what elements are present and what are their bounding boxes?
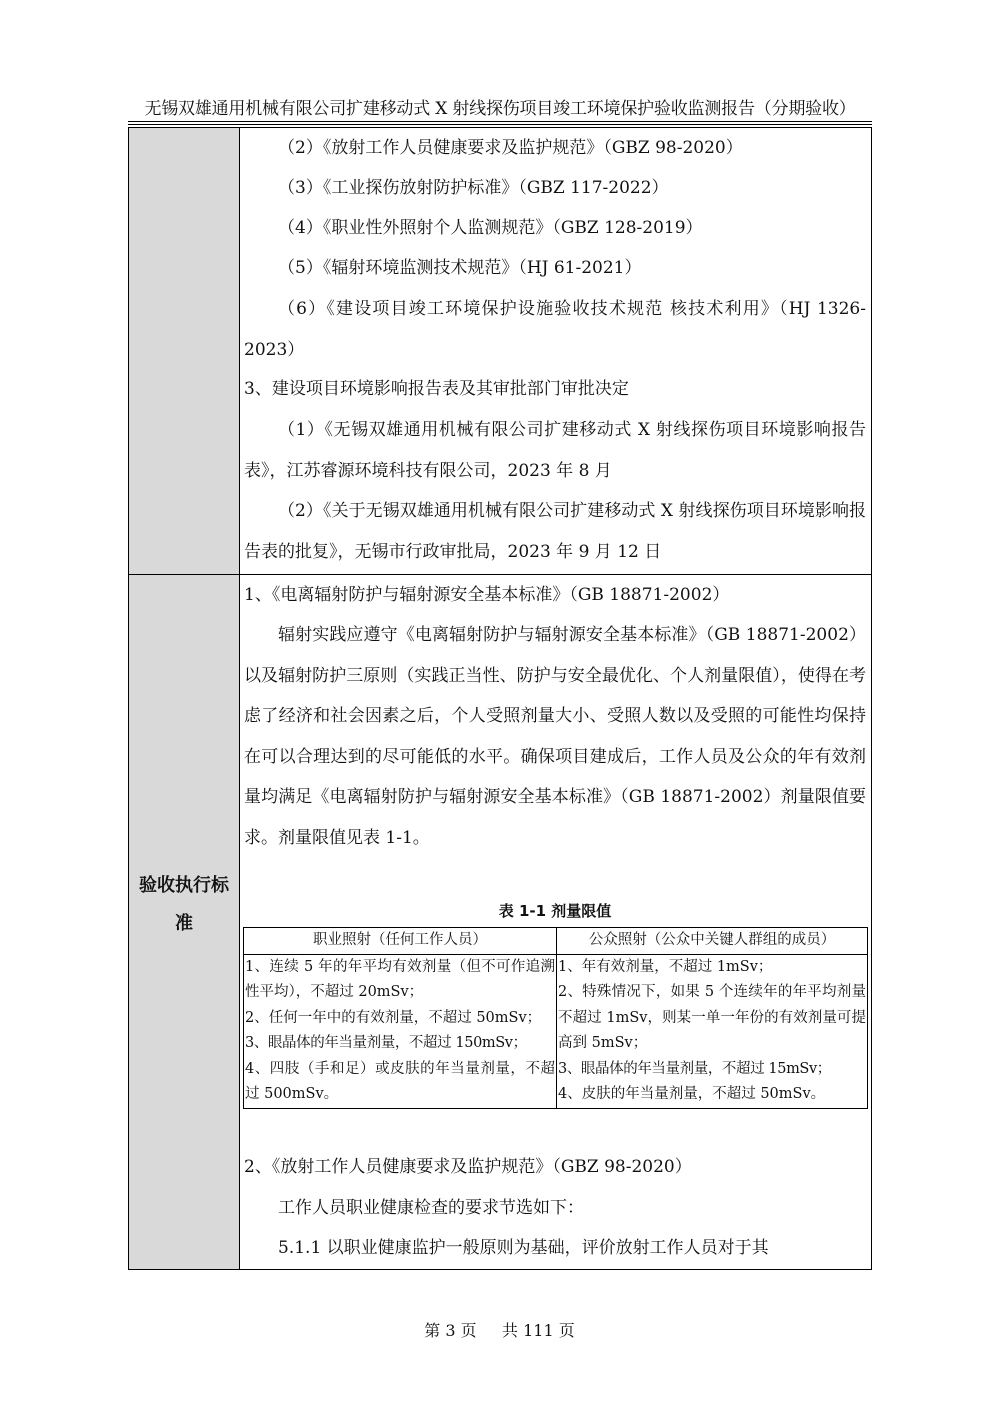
basis-eia-report: （1）《无锡双雄通用机械有限公司扩建移动式 X 射线探伤项目环境影响报告表》，江苏睿源环境科技有限公司，2023 年 8 月 [244, 420, 866, 481]
section-label-line1: 验收执行标 [139, 875, 229, 896]
basis-item-2: （2）《放射工作人员健康要求及监护规范》（GBZ 98-2020） [278, 138, 743, 158]
table-header-row [244, 928, 868, 955]
basis-eia-approval: （2）《关于无锡双雄通用机械有限公司扩建移动式 X 射线探伤项目环境影响报告表的批复》，无锡市行政审批局，2023 年 9 月 12 日 [244, 501, 866, 562]
occupational-limit: 2、任何一年中的有效剂量，不超过 50mSv； [245, 1009, 542, 1026]
gbz98-clause: 5.1.1 以职业健康监护一般原则为基础，评价放射工作人员对于其 [278, 1238, 769, 1258]
public-limit: 1、年有效剂量，不超过 1mSv； [558, 958, 773, 975]
occupational-limits-cell [244, 954, 557, 1108]
table-caption: 表 1-1 剂量限值 [498, 902, 612, 920]
header-rule [128, 121, 872, 122]
occupational-limit: 4、四肢（手和足）或皮肤的年当量剂量，不超过 500mSv。 [245, 1060, 555, 1102]
public-limit: 2、特殊情况下，如果 5 个连续年的年平均剂量不超过 1mSv，则某一单一年份的有效剂量可提高到 5mSv； [558, 984, 866, 1051]
basis-section-3-title: 3、建设项目环境影响报告表及其审批部门审批决定 [244, 379, 629, 399]
gbz98-title: 2、《放射工作人员健康要求及监护规范》（GBZ 98-2020） [244, 1157, 692, 1177]
basis-item-5: （5）《辐射环境监测技术规范》（HJ 61-2021） [278, 258, 642, 278]
page-number: 第 3 页 共 111 页 [424, 1321, 575, 1340]
occupational-header: 职业照射（任何工作人员） [244, 928, 557, 955]
basis-item-3: （3）《工业探伤放射防护标准》（GBZ 117-2022） [278, 178, 669, 198]
dose-limit-table [243, 927, 868, 1109]
public-limit: 4、皮肤的年当量剂量，不超过 50mSv。 [558, 1086, 826, 1102]
report-header-title: 无锡双雄通用机械有限公司扩建移动式 X 射线探伤项目竣工环境保护验收监测报告（分期验收） [144, 99, 856, 119]
public-header: 公众照射（公众中关键人群组的成员） [557, 928, 868, 955]
section-label-line2: 准 [175, 913, 193, 934]
gb18871-title: 1、《电离辐射防护与辐射源安全基本标准》（GB 18871-2002） [244, 585, 730, 605]
section-label [129, 867, 239, 943]
table-row [244, 954, 868, 1108]
header-rule-secondary [128, 124, 872, 125]
gbz98-intro: 工作人员职业健康检查的要求节选如下： [278, 1198, 584, 1218]
basis-label-cell [129, 128, 240, 574]
gb18871-body: 辐射实践应遵守《电离辐射防护与辐射源安全基本标准》（GB 18871-2002）以及辐射防护三原则（实践正当性、防护与安全最优化、个人剂量限值），使得在考虑了经济和社会因素之后，个人受照剂量大小、受照人数以及受照的可能性均保持在可以合理达到的尽可能低的水平。确保项目建成后，工作人员及公众的年有效剂量均满足《电离辐射防护与辐射源安全基本标准》（GB 18871-2002）剂量限值要求。剂量限值见表 1-1。 [244, 625, 866, 848]
standards-label-cell [129, 575, 240, 1269]
occupational-limit: 3、眼晶体的年当量剂量，不超过 150mSv； [245, 1035, 527, 1051]
public-limit: 3、眼晶体的年当量剂量，不超过 15mSv； [558, 1060, 831, 1077]
public-limits-cell [557, 954, 868, 1108]
occupational-limit: 1、连续 5 年的年平均有效剂量（但不可作追溯性平均），不超过 20mSv； [245, 958, 555, 1000]
basis-item-6: （6）《建设项目竣工环境保护设施验收技术规范 核技术利用》（HJ 1326-2023） [244, 299, 866, 360]
basis-item-4: （4）《职业性外照射个人监测规范》（GBZ 128-2019） [278, 218, 703, 238]
